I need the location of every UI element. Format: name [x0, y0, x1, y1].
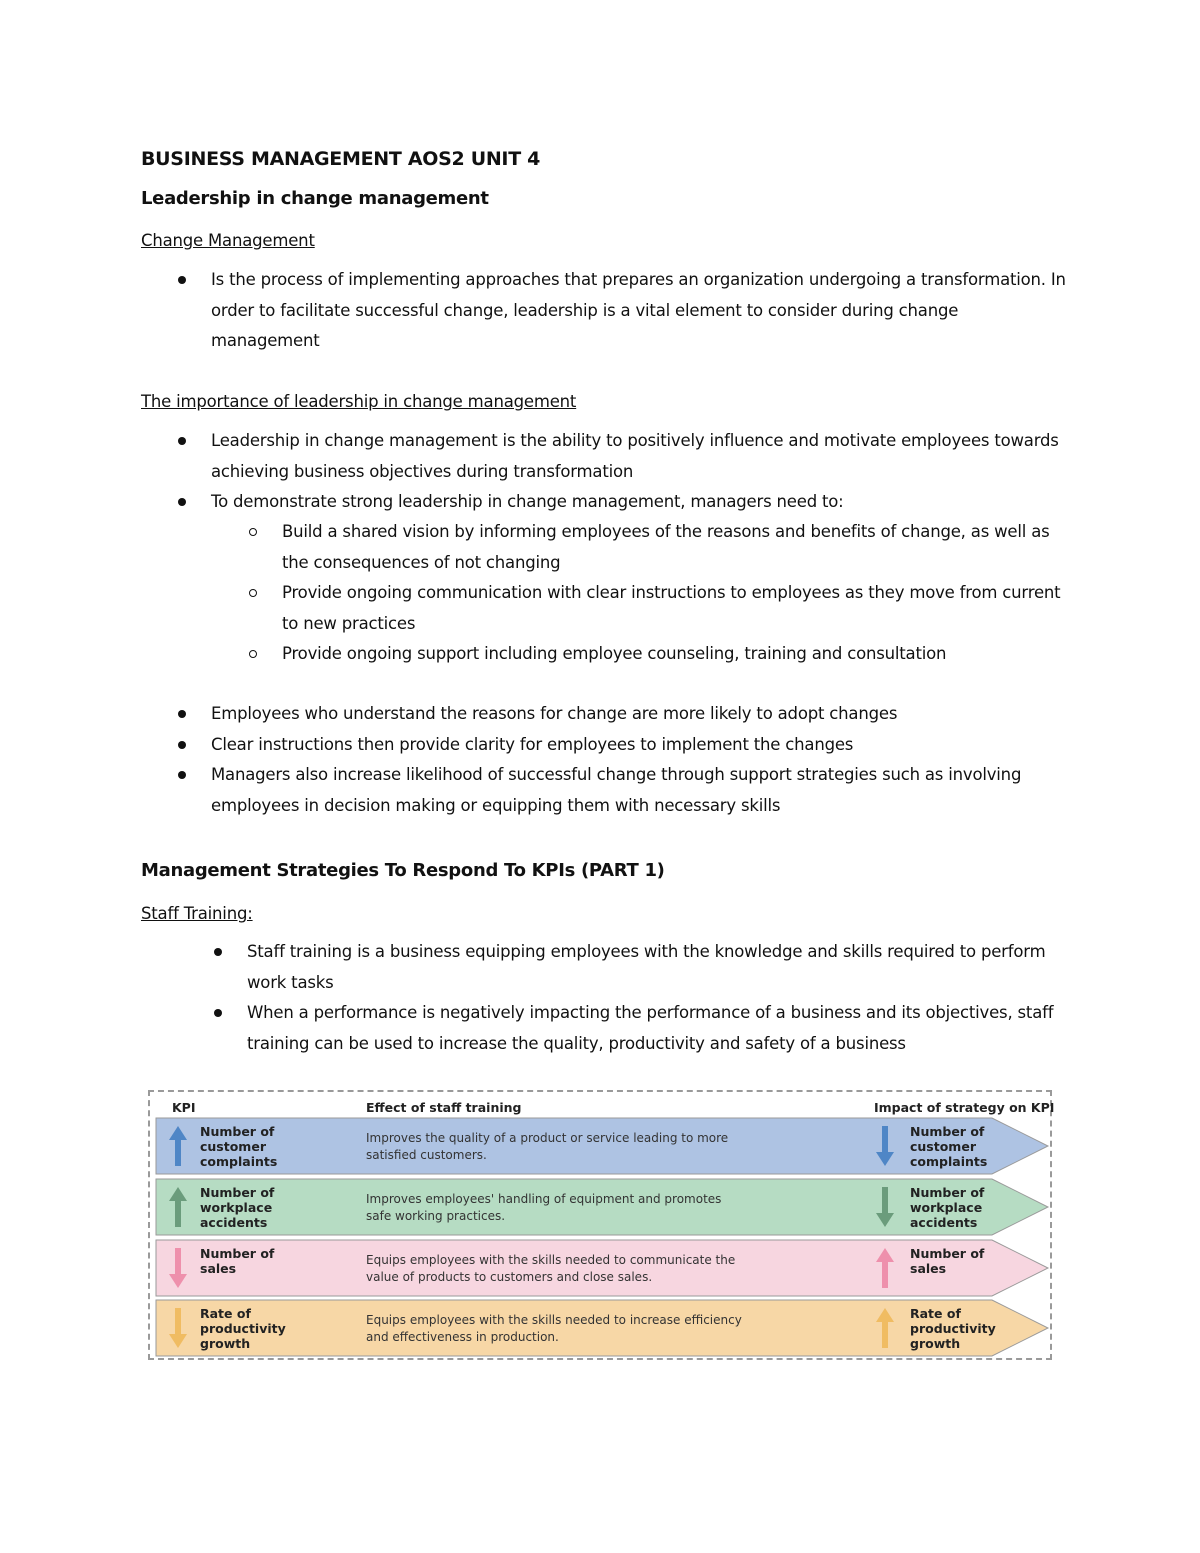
importance-list [211, 426, 1071, 518]
kpi-rows [150, 1092, 1050, 1358]
list-item: Managers also increase likelihood of successful change through support strategies such as involving employees in decision making or equipping them with necessary skills [211, 760, 1071, 821]
effect-header: Effect of staff training [366, 1100, 522, 1115]
section-heading-leadership: Leadership in change management [141, 188, 489, 209]
kpi-impact: Number of customer complaints [910, 1124, 988, 1169]
list-item: Employees who understand the reasons for change are more likely to adopt changes [211, 699, 1071, 730]
list-item: When a performance is negatively impacting the performance of a business and its objectives, staff training can be used to increase the quality, productivity and safety of a business [247, 998, 1067, 1059]
list-item: Is the process of implementing approaches that prepares an organization undergoing a transformation. In order to facilitate successful change, leadership is a vital element to consider during change management [211, 265, 1071, 357]
importance-sub-list [282, 517, 1072, 670]
document-title: BUSINESS MANAGEMENT AOS2 UNIT 4 [141, 148, 541, 170]
staff-training-list [247, 937, 1067, 1059]
list-item: Leadership in change management is the ability to positively influence and motivate employees towards achieving business objectives during transformation [211, 426, 1071, 487]
kpi-name: Rate of productivity growth [200, 1306, 286, 1351]
kpi-impact: Rate of productivity growth [910, 1306, 996, 1351]
kpi-table [148, 1090, 1055, 1360]
kpi-name: Number of sales [200, 1246, 275, 1276]
staff-training-label: Staff Training: [141, 904, 253, 923]
kpi-name: Number of customer complaints [200, 1124, 278, 1169]
kpi-effect: Equips employees with the skills needed to increase efficiency and effectiveness in production. [366, 1313, 742, 1344]
kpi-effect: Improves the quality of a product or service leading to more satisfied customers. [366, 1131, 729, 1162]
list-item: To demonstrate strong leadership in change management, managers need to: [211, 487, 1071, 518]
list-item: Provide ongoing support including employee counseling, training and consultation [282, 639, 1072, 670]
importance-label: The importance of leadership in change management [141, 392, 577, 411]
change-management-list [211, 265, 1071, 357]
list-item: Staff training is a business equipping employees with the knowledge and skills required to perform work tasks [247, 937, 1067, 998]
section-heading-kpi-strategies: Management Strategies To Respond To KPIs (PART 1) [141, 860, 665, 881]
impact-header: Impact of strategy on KPI [874, 1100, 1055, 1115]
kpi-name: Number of workplace accidents [200, 1185, 275, 1230]
list-item: Build a shared vision by informing employees of the reasons and benefits of change, as well as the consequences of not changing [282, 517, 1072, 578]
list-item: Provide ongoing communication with clear instructions to employees as they move from current to new practices [282, 578, 1072, 639]
kpi-header: KPI [172, 1100, 196, 1115]
change-management-label: Change Management [141, 231, 315, 250]
kpi-impact: Number of sales [910, 1246, 985, 1276]
list-item: Clear instructions then provide clarity for employees to implement the changes [211, 730, 1071, 761]
kpi-effect: Equips employees with the skills needed to communicate the value of products to customers and close sales. [366, 1253, 736, 1284]
importance-list-after [211, 699, 1071, 821]
kpi-effect: Improves employees' handling of equipment and promotes safe working practices. [366, 1192, 722, 1223]
kpi-impact: Number of workplace accidents [910, 1185, 985, 1230]
